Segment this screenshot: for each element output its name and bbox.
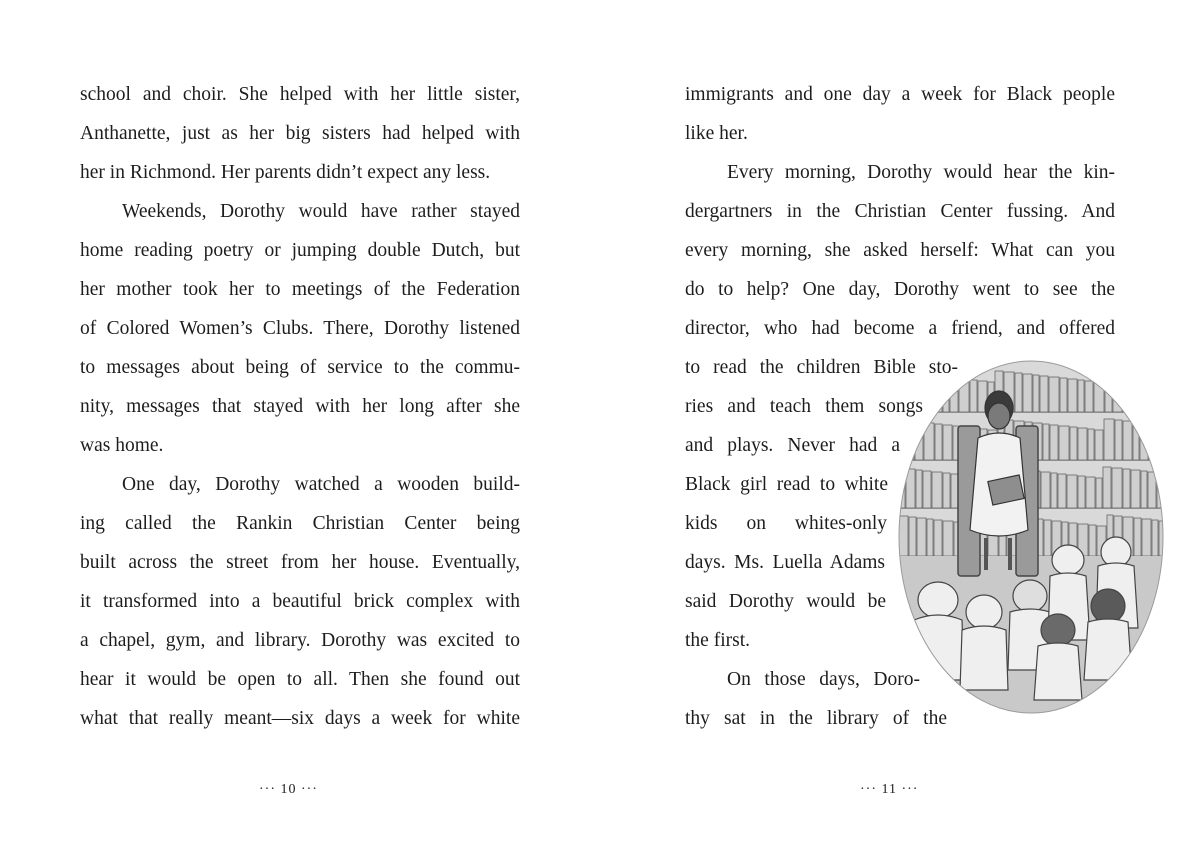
right-line-11: Black girl read to white — [685, 474, 888, 495]
book-spine — [1015, 373, 1022, 412]
book-spine — [1078, 476, 1085, 508]
left-line-8: to messages about being of service to the commu- — [80, 357, 520, 378]
book-spine — [905, 373, 913, 412]
story-illustration — [898, 360, 1164, 714]
right-line-17: thy sat in the library of the — [685, 708, 947, 729]
book-spine — [1103, 467, 1111, 508]
left-line-9: nity, messages that stayed with her long after she — [80, 396, 520, 417]
left-line-2: Anthanette, just as her big sisters had helped with — [80, 123, 520, 144]
book-spine — [933, 376, 942, 412]
right-line-13: days. Ms. Luella Adams — [685, 552, 885, 573]
book-spine — [1050, 425, 1058, 460]
book-spine — [1112, 468, 1122, 508]
left-line-1: school and choir. She helped with her little sister, — [80, 84, 520, 105]
book-spine — [898, 420, 907, 460]
left-line-4: Weekends, Dorothy would have rather stayed — [122, 201, 520, 222]
book-spine — [1123, 373, 1129, 412]
book-spine — [1158, 377, 1164, 412]
book-spine — [1130, 374, 1138, 412]
left-line-6: her mother took her to meetings of the Federation — [80, 279, 520, 300]
left-line-13: built across the street from her house. Eventually, — [80, 552, 520, 573]
book-spine — [916, 470, 922, 508]
book-spine — [1113, 372, 1122, 412]
book-spine — [898, 372, 904, 412]
right-line-16: On those days, Doro- — [727, 669, 920, 690]
book-spine — [909, 517, 916, 556]
book-spine — [1086, 477, 1095, 508]
book-spine — [917, 518, 926, 556]
book-spine — [1131, 470, 1140, 508]
book-spine — [1078, 380, 1084, 412]
book-spine — [1043, 424, 1049, 460]
book-spine — [1139, 375, 1149, 412]
left-line-7: of Colored Women’s Clubs. There, Dorothy listened — [80, 318, 520, 339]
right-line-1: immigrants and one day a week for Black people — [685, 84, 1115, 105]
book-spine — [1152, 520, 1158, 556]
book-spine — [1059, 426, 1069, 460]
book-spine — [1068, 379, 1077, 412]
book-spine — [1115, 420, 1122, 460]
page-number-right: ··· 11 ··· — [860, 782, 919, 797]
page-number-left: ··· 10 ··· — [259, 782, 318, 797]
book-spine — [1088, 429, 1094, 460]
book-spine — [1070, 427, 1077, 460]
book-spine — [1085, 381, 1093, 412]
book-spine — [1089, 525, 1096, 556]
right-line-6: do to help? One day, Dorothy went to see the — [685, 279, 1115, 300]
book-spine — [1095, 430, 1103, 460]
book-spine — [1051, 473, 1057, 508]
book-spine — [927, 519, 933, 556]
book-spine — [923, 471, 931, 508]
book-spine — [1033, 375, 1039, 412]
right-line-3: Every morning, Dorothy would hear the kin- — [727, 162, 1115, 183]
book-spine — [1141, 471, 1147, 508]
right-line-4: dergartners in the Christian Center fussing. And — [685, 201, 1115, 222]
book-spine — [1078, 428, 1087, 460]
book-spine — [1104, 419, 1114, 460]
book-spine — [1134, 518, 1141, 556]
book-spine — [1067, 475, 1077, 508]
book-spine — [1150, 376, 1157, 412]
book-spine — [950, 378, 958, 412]
book-spine — [1140, 423, 1148, 460]
book-spine — [1044, 520, 1051, 556]
left-line-5: home reading poetry or jumping double Dutch, but — [80, 240, 520, 261]
right-line-10: and plays. Never had a — [685, 435, 900, 456]
book-spine — [1096, 478, 1102, 508]
book-spine — [1023, 374, 1032, 412]
book-spine — [1060, 378, 1067, 412]
book-spine — [1142, 519, 1151, 556]
left-line-14: it transformed into a beautiful brick complex with — [80, 591, 520, 612]
left-line-16: hear it would be open to all. Then she found out — [80, 669, 520, 690]
book-spine — [1149, 424, 1159, 460]
book-spine — [1160, 425, 1164, 460]
right-line-14: said Dorothy would be — [685, 591, 886, 612]
right-line-8: to read the children Bible sto- — [685, 357, 958, 378]
book-spine — [908, 421, 914, 460]
book-spine — [959, 379, 969, 412]
book-spine — [1123, 469, 1130, 508]
right-line-2: like her. — [685, 123, 748, 144]
left-line-3: her in Richmond. Her parents didn’t expect any less. — [80, 162, 491, 183]
book-spine — [1123, 421, 1132, 460]
right-line-7: director, who had become a friend, and offered — [685, 318, 1115, 339]
left-line-10: was home. — [80, 435, 164, 456]
book-spine — [1058, 474, 1066, 508]
book-spine — [932, 472, 942, 508]
book-spine — [935, 424, 942, 460]
book-spine — [1041, 472, 1050, 508]
left-line-12: ing called the Rankin Christian Center being — [80, 513, 520, 534]
book-spine — [1049, 377, 1059, 412]
right-line-12: kids on whites-only — [685, 513, 887, 534]
right-line-9: ries and teach them songs — [685, 396, 923, 417]
book-spine — [914, 374, 924, 412]
book-spine — [1040, 376, 1048, 412]
book-spine — [943, 473, 950, 508]
book-spine — [934, 520, 942, 556]
book-spine — [924, 423, 934, 460]
book-spine — [970, 380, 977, 412]
book-spine — [915, 422, 923, 460]
book-spine — [925, 375, 932, 412]
left-line-17: what that really meant—six days a week for white — [80, 708, 520, 729]
book-spine — [943, 521, 953, 556]
book-spine — [943, 425, 952, 460]
left-line-11: One day, Dorothy watched a wooden build- — [122, 474, 520, 495]
right-line-5: every morning, she asked herself: What can you — [685, 240, 1115, 261]
book-spine — [1133, 422, 1139, 460]
right-line-15: the first. — [685, 630, 750, 651]
book-spine — [943, 377, 949, 412]
left-line-15: a chapel, gym, and library. Dorothy was excited to — [80, 630, 520, 651]
